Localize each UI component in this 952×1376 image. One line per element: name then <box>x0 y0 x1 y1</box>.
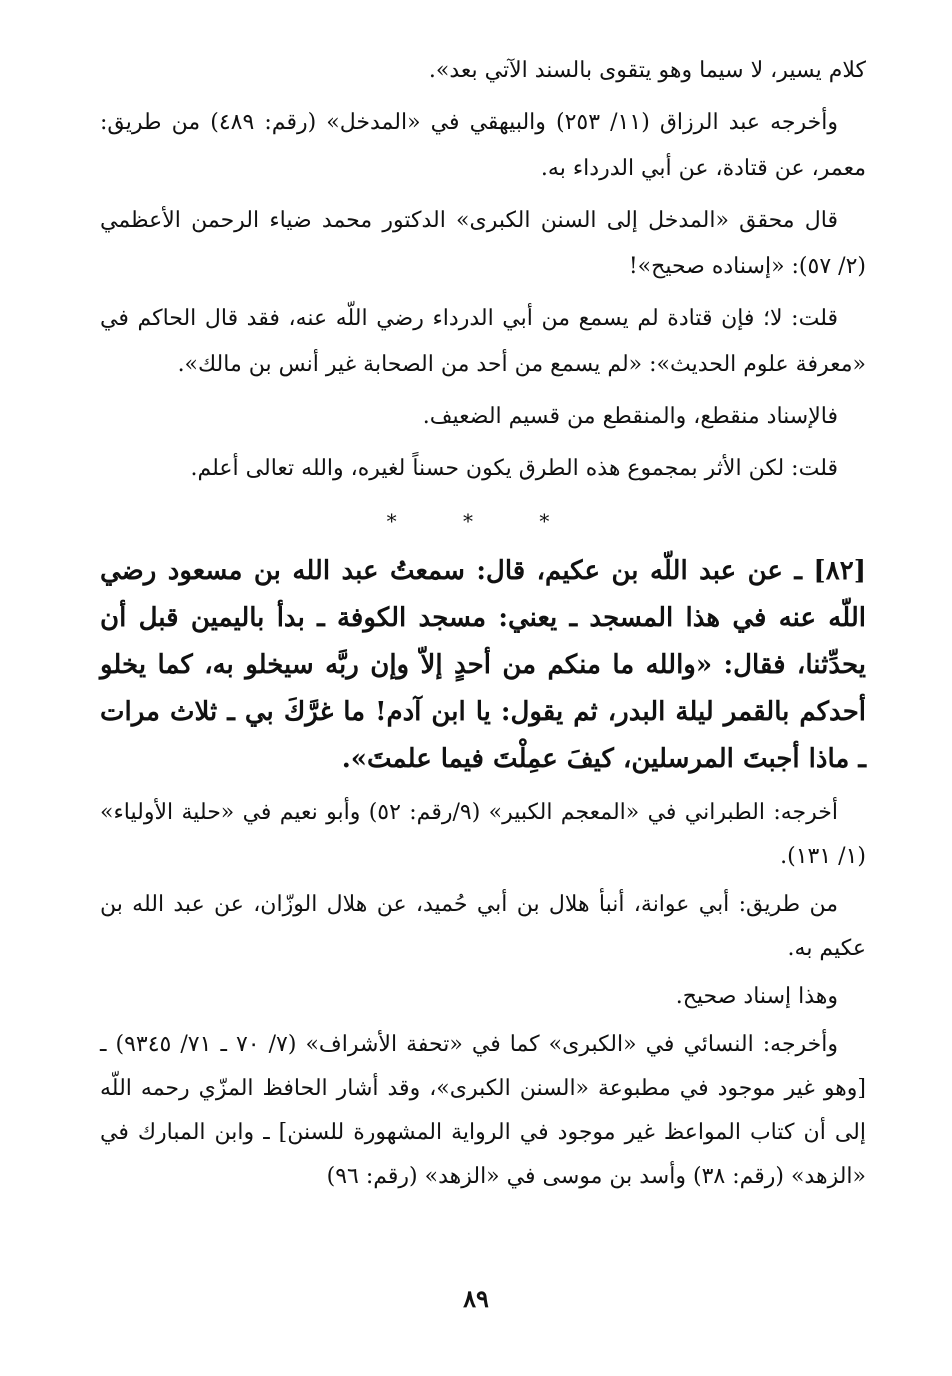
section-separator: * * * <box>386 509 580 533</box>
page-number: ٨٩ <box>463 1284 489 1313</box>
paragraph-5: فالإسناد منقطع، والمنقطع من قسيم الضعيف. <box>422 404 838 429</box>
takhrij-paragraph-2: من طريق: أبي عوانة، أنبأ هلال بن أبي حُميد، عن هلال الوزّان، عن عبد الله بن عكيم به. <box>100 892 866 961</box>
paragraph-1: كلام يسير، لا سيما وهو يتقوى بالسند الآتي بعد». <box>428 58 866 83</box>
paragraph-4: قلت: لا؛ فإن قتادة لم يسمع من أبي الدرداء رضي اللّه عنه، فقد قال الحاكم في «معرفة علوم الحديث»: «لم يسمع من أحد من الصحابة غير أنس بن مالك». <box>100 306 866 377</box>
page-body <box>100 48 866 1203</box>
hadith-text: [٨٢] ـ عن عبد اللّه بن عكيم، قال: سمعتُ عبد الله بن مسعود رضي اللّه عنه في هذا المسجد ـ يعني: مسجد الكوفة ـ بدأ باليمين قبل أن يحدِّثنا، فقال: «والله ما منكم من أحدٍ إلاّ وإن ربَّه سيخلو به، كما يخلو أحدكم بالقمر ليلة البدر، ثم يقول: يا ابن آدم! ما غرَّكَ بي ـ ثلاث مرات ـ ماذا أجبتَ المرسلين، كيفَ عمِلْتَ فيما علمتَ». <box>100 556 866 774</box>
takhrij-paragraph-1: أخرجه: الطبراني في «المعجم الكبير» (٩/رقم: ٥٢) وأبو نعيم في «حلية الأولياء» (١/ ١٣١). <box>100 800 866 869</box>
takhrij-paragraph-3: وهذا إسناد صحيح. <box>675 984 838 1009</box>
paragraph-3: قال محقق «المدخل إلى السنن الكبرى» الدكتور محمد ضياء الرحمن الأعظمي (٢/ ٥٧): «إسناده صحيح»! <box>100 208 866 279</box>
paragraph-2: وأخرجه عبد الرزاق (١١/ ٢٥٣) والبيهقي في «المدخل» (رقم: ٤٨٩) من طريق: معمر، عن قتادة، عن أبي الدرداء به. <box>100 110 866 181</box>
takhrij-paragraph-4: وأخرجه: النسائي في «الكبرى» كما في «تحفة الأشراف» (٧/ ٧٠ ـ ٧١/ ٩٣٤٥) ـ [وهو غير موجود في مطبوعة «السنن الكبرى»، وقد أشار الحافظ المزّي رحمه اللّه إلى أن كتاب المواعظ غير موجود في الرواية المشهورة للسنن] ـ وابن المبارك في «الزهد» (رقم: ٣٨) وأسد بن موسى في «الزهد» (رقم: ٩٦) <box>100 1032 866 1189</box>
paragraph-6: قلت: لكن الأثر بمجموع هذه الطرق يكون حسناً لغيره، والله تعالى أعلم. <box>190 456 838 481</box>
